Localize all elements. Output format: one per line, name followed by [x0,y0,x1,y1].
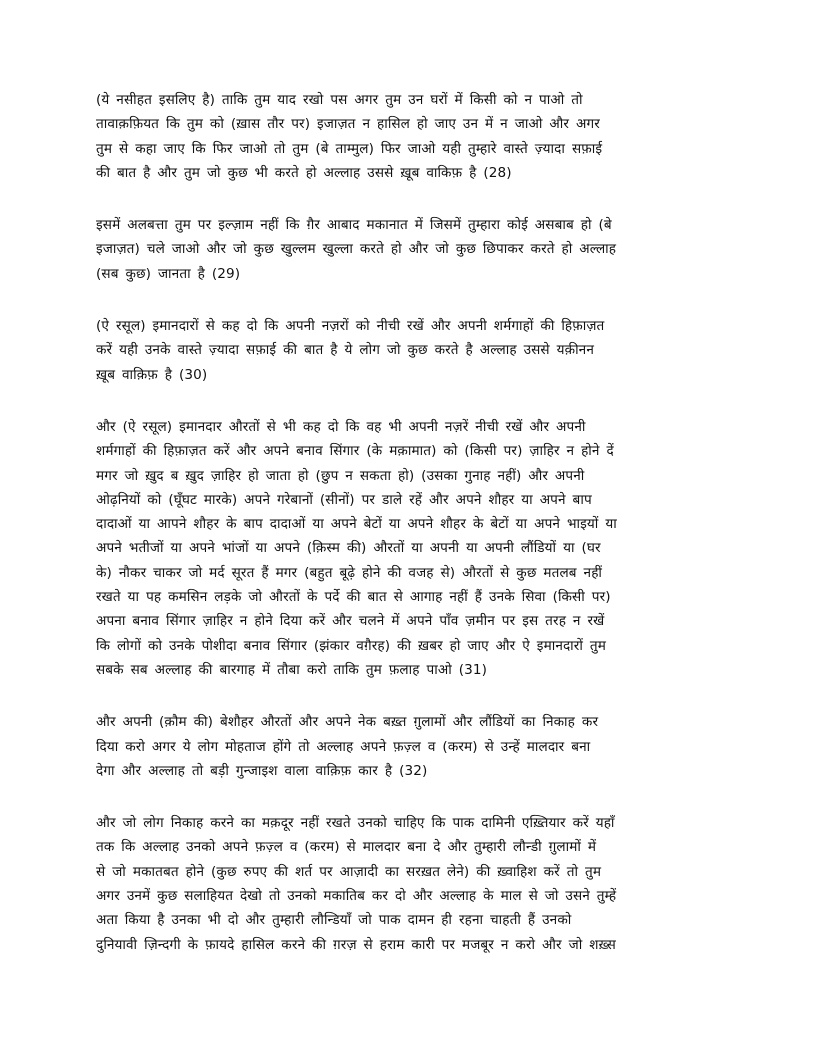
text-line: तक कि अल्लाह उनको अपने फ़ज़्ल व (करम) से मालदार बना दे और तुम्हारी लौन्डी ग़ुलामों में [96,839,597,856]
paragraph-verse-29 [96,213,726,286]
text-line: रखते या पह कमसिन लड़के जो औरतों के पर्दे की बात से आगाह नहीं हैं उनके सिवा (किसी पर) [96,589,611,606]
text-line: ओढ़नियों को (घूँघट मारके) अपने गरेबानों (सीनों) पर डाले रहें और अपने शौहर या अपने बाप [96,491,592,508]
document-page [96,88,726,985]
text-line: की बात है और तुम जो कुछ भी करते हो अल्लाह उससे ख़ूब वाकिफ़ है (28) [96,164,512,181]
text-line: सबके सब अल्लाह की बारगाह में तौबा करो ताकि तुम फ़लाह पाओ (31) [96,661,488,678]
text-line: करें यही उनके वास्ते ज़्यादा सफ़ाई की बात है ये लोग जो कुछ करते है अल्लाह उससे यक़ीनन [96,342,594,359]
paragraph-verse-31 [96,415,726,682]
text-line: तावाक़फ़ियत कि तुम को (ख़ास तौर पर) इजाज़त न हासिल हो जाए उन में न जाओ और अगर [96,116,600,133]
text-line: तुम से कहा जाए कि फिर जाओ तो तुम (बे ताम्मुल) फिर जाओ यही तुम्हारे वास्ते ज़्यादा सफ़ाई [96,140,603,157]
text-line: मगर जो ख़ुद ब ख़ुद ज़ाहिर हो जाता हो (छुप न सकता हो) (उसका गुनाह नहीं) और अपनी [96,467,585,484]
paragraph-verse-33 [96,811,726,957]
text-line: इजाज़त) चले जाओ और जो कुछ खुल्लम खुल्ला करते हो और जो कुछ छिपाकर करते हो अल्लाह [96,241,617,258]
paragraph-verse-28 [96,88,726,185]
text-line: दुनियावी ज़िन्दगी के फ़ायदे हासिल करने की ग़रज़ से हराम कारी पर मजबूर न करो और जो शख़्स [96,936,616,953]
text-line: देगा और अल्लाह तो बड़ी गुन्जाइश वाला वाक़िफ़ कार है (32) [96,762,428,779]
text-line: और अपनी (क़ौम की) बेशौहर औरतों और अपने नेक बख़्त ग़ुलामों और लौंडियों का निकाह कर [96,714,599,731]
text-line: अपना बनाव सिंगार ज़ाहिर न होने दिया करें और चलने में अपने पाँव ज़मीन पर इस तरह न रखें [96,613,605,630]
text-line: (सब कुछ) जानता है (29) [96,265,241,282]
paragraph-verse-32 [96,710,726,783]
text-line: इसमें अलबत्ता तुम पर इल्ज़ाम नहीं कि ग़ैर आबाद मकानात में जिसमें तुम्हारा कोई असबाब हो (बे [96,217,612,234]
text-line: के) नौकर चाकर जो मर्द सूरत हैं मगर (बहुत बूढ़े होने की वजह से) औरतों से कुछ मतलब नहीं [96,564,603,581]
text-line: दादाओं या आपने शौहर के बाप दादाओं या अपने बेटों या अपने शौहर के बेटों या अपने भाइयों या [96,516,617,533]
text-line: अगर उनमें कुछ सलाहियत देखो तो उनको मकातिब कर दो और अल्लाह के माल से जो उसने तुम्हें [96,888,617,905]
text-line: और (ऐ रसूल) इमानदार औरतों से भी कह दो कि वह भी अपनी नज़रें नीची रखें और अपनी [96,418,586,435]
text-line: शर्मगाहों की हिफ़ाज़त करें और अपने बनाव सिंगार (के मक़ामात) को (किसी पर) ज़ाहिर न होने दें [96,443,614,460]
text-line: और जो लोग निकाह करने का मक़दूर नहीं रखते उनको चाहिए कि पाक दामिनी एख़्तियार करें यहाँ [96,815,615,832]
text-line: कि लोगों को उनके पोशीदा बनाव सिंगार (झंकार वग़ैरह) की ख़बर हो जाए और ऐ इमानदारों तुम [96,637,606,654]
text-line: अपने भतीजों या अपने भांजों या अपने (क़िस्म की) औरतों या अपनी या अपनी लौंडियों या (घर [96,540,601,557]
text-line: (ये नसीहत इसलिए है) ताकि तुम याद रखो पस अगर तुम उन घरों में किसी को न पाओ तो [96,92,583,108]
text-line: दिया करो अगर ये लोग मोहताज होंगे तो अल्लाह अपने फ़ज़्ल व (करम) से उन्हें मालदार बना [96,738,591,755]
paragraph-verse-30 [96,314,726,387]
text-line: ख़ूब वाक़िफ़ है (30) [96,366,208,383]
text-line: से जो मकातबत होने (कुछ रुपए की शर्त पर आज़ादी का सरख़त लेने) की ख़्वाहिश करें तो तुम [96,863,602,880]
text-line: (ऐ रसूल) इमानदारों से कह दो कि अपनी नज़रों को नीची रखें और अपनी शर्मगाहों की हिफ़ाज़त [96,318,605,335]
text-line: अता किया है उनका भी दो और तुम्हारी लौन्डियाँ जो पाक दामन ही रहना चाहती हैं उनको [96,912,572,929]
